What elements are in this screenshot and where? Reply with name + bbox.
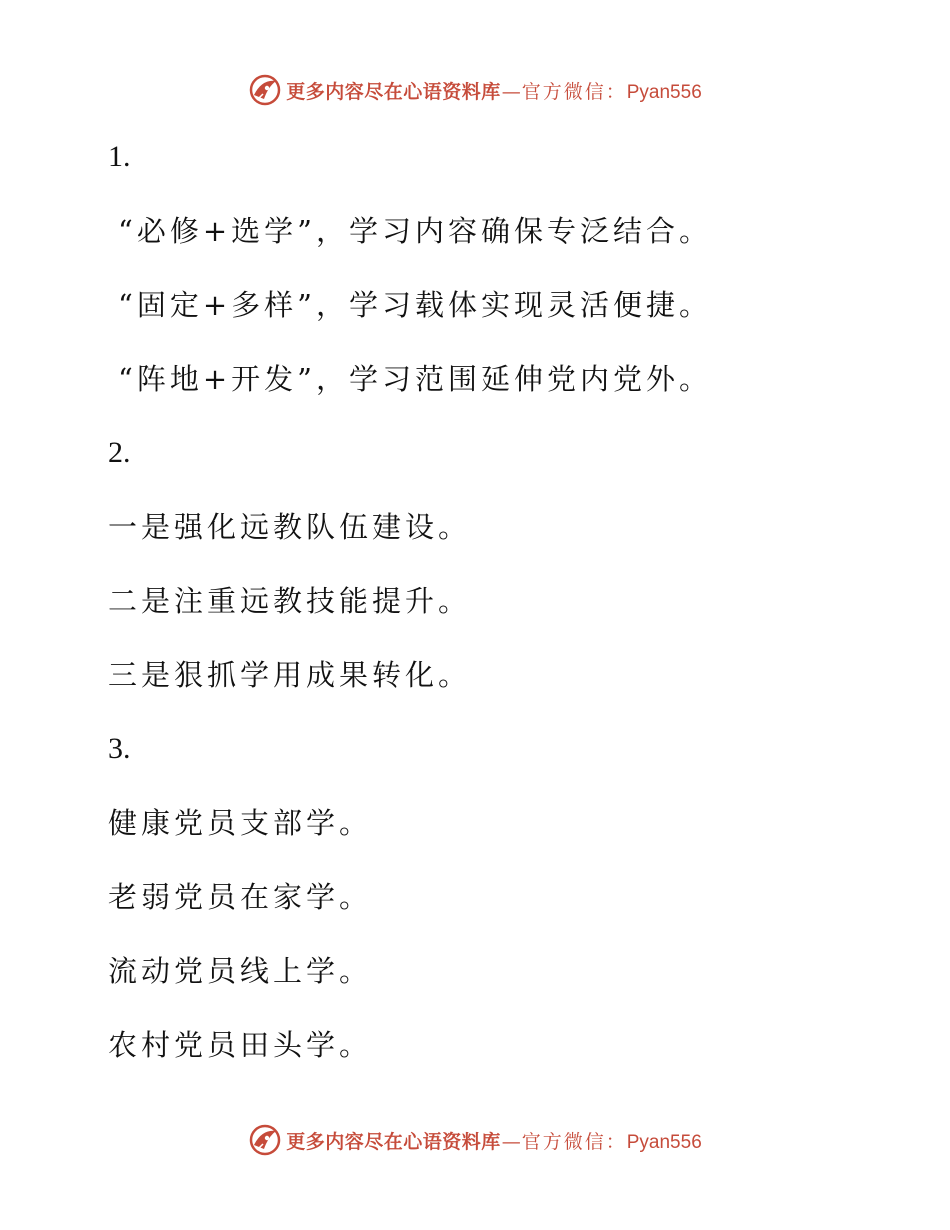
document-body [108,120,868,1082]
footer-dash: — [501,1130,521,1153]
section-2-item-2: 二是注重远教技能提升。 [108,584,472,618]
header-wechat-id: Pyan556 [626,81,702,103]
header-banner-text [286,77,702,104]
header-wechat-label: 官方微信： [521,80,627,103]
header-dash: — [501,80,521,103]
section-3-item-3: 流动党员线上学。 [108,954,373,988]
section-1-item-1: “必修+选学”，学习内容确保专泛结合。 [118,214,712,248]
section-3-item-2: 老弱党员在家学。 [108,880,373,914]
pen-nib-logo-icon [248,73,282,107]
footer-banner-text [286,1127,702,1154]
section-3-item-1: 健康党员支部学。 [108,806,373,840]
footer-wechat-label: 官方微信： [521,1130,627,1153]
section-3-number: 3. [108,732,131,765]
section-3-item-4: 农村党员田头学。 [108,1028,373,1062]
section-1-item-3: “阵地+开发”，学习范围延伸党内党外。 [118,362,712,396]
section-1-item-2: “固定+多样”，学习载体实现灵活便捷。 [118,288,712,322]
footer-main-text: 更多内容尽在心语资料库 [286,1130,501,1153]
section-2-item-1: 一是强化远教队伍建设。 [108,510,472,544]
footer-banner [0,1120,950,1160]
pen-nib-logo-icon [248,1123,282,1157]
section-2-item-3: 三是狠抓学用成果转化。 [108,658,472,692]
header-main-text: 更多内容尽在心语资料库 [286,80,501,103]
header-banner [0,70,950,110]
section-2-number: 2. [108,436,131,469]
section-1-number: 1. [108,140,131,173]
footer-wechat-id: Pyan556 [626,1131,702,1153]
